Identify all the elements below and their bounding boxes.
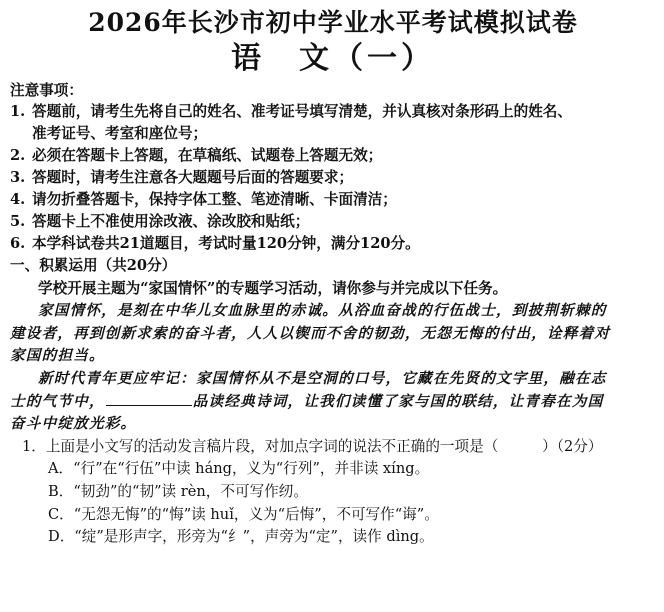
exam-subtitle: 语 文（一） [231,41,435,76]
notice-item: 4. 请勿折叠答题卡，保持字体工整、笔迹清晰、卡面清洁； [10,191,397,208]
passage-line: 新时代青年更应牢记：家国情怀从不是空洞的口号，它藏在先贤的文字里，融在志 [38,369,607,387]
question-score: （2分） [556,437,603,455]
notice-item-continuation: 准考证号、考室和座位号； [32,125,208,142]
passage-line: 奋斗中绽放光彩。 [10,415,137,433]
passage-line: 士的气节中， 品读经典诗词，让我们读懂了家与国的联结，让青春在为国 [10,392,604,410]
question-1 [10,436,656,549]
notice-item: 5. 答题卡上不准使用涂改液、涂改胶和贴纸； [10,213,310,230]
notice-heading: 注意事项： [10,82,83,99]
option-a: A．“行”在“行伍”中读 háng，义为“行列”，并非读 xíng。 [48,460,430,478]
passage-line: 家国的担当。 [10,347,105,365]
exam-title: 2026年长沙市初中学业水平考试模拟试卷 [88,8,578,37]
passage-line: 家国情怀，是刻在中华儿女血脉里的赤诚。从浴血奋战的行伍战士，到披荆斩棘的 [38,302,607,320]
option-c: C．“无怨无悔”的“悔”读 huǐ，义为“后悔”，不可写作“诲”。 [48,505,439,523]
section-intro: 学校开展主题为“家国情怀”的专题学习活动，请你参与并完成以下任务。 [38,279,508,297]
option-d: D．“绽”是形声字，形旁为“纟”，声旁为“定”，读作 dìng。 [48,528,434,546]
notice-item: 1. 答题前，请考生先将自己的姓名、准考证号填写清楚，并认真核对条形码上的姓名、 [10,103,572,120]
notice-item: 6. 本学科试卷共21道题目，考试时量120分钟，满分120分。 [10,235,420,252]
option-b: B．“韧劲”的“韧”读 rèn，不可写作纫。 [48,482,308,500]
notice-section [10,80,656,255]
notice-item: 2. 必须在答题卡上答题，在草稿纸、试题卷上答题无效； [10,147,383,164]
section-1 [10,255,656,436]
notice-item: 3. 答题时，请考生注意各大题题号后面的答题要求； [10,169,354,186]
question-stem: 1．上面是小文写的活动发言稿片段，对加点字词的说法不正确的一项是（ ）（2分） [22,437,603,455]
fill-in-blank[interactable] [106,391,192,406]
section-heading: 一、积累运用（共20分） [10,257,177,274]
passage-line: 建设者，再到创新求索的奋斗者，人人以锲而不舍的韧劲，无怨无悔的付出，诠释着对 [10,324,611,342]
